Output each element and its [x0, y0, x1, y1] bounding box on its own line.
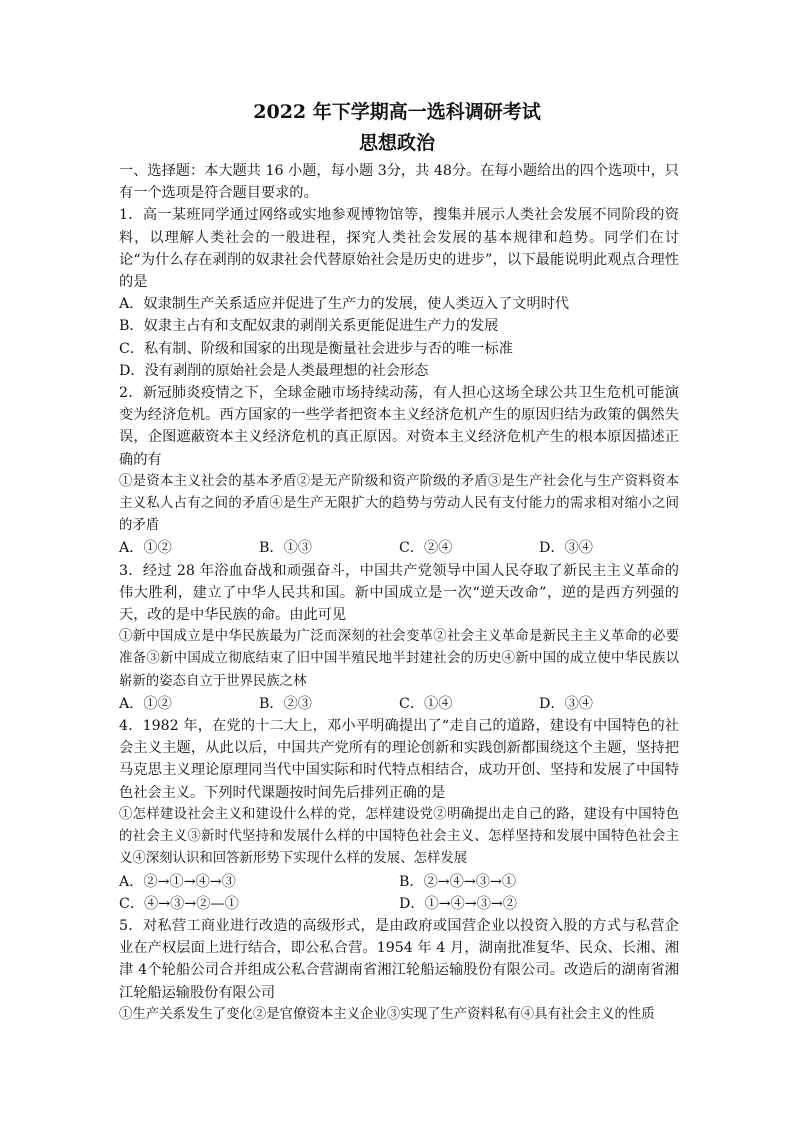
question-1-option-a: A．奴隶制生产关系适应并促进了生产力的发展，使人类迈入了文明时代: [119, 296, 570, 313]
question-2-stem: 2．新冠肺炎疫情之下，全球金融市场持续动荡，有人担心这场全球公共卫生危机可能演变为经济危机。西方国家的一些学者把资本主义经济危机产生的原因归结为政策的偶然失误，企图遮蔽资本主义经济危机的真正原因。对资本主义经济危机产生的根本原因描述正确的有: [119, 385, 679, 468]
exam-title: 2022 年下学期高一选科调研考试: [253, 101, 541, 123]
question-4-stem: 4．1982 年，在党的十二大上，邓小平明确提出了“走自己的道路，建设有中国特色的社会主义主题，从此以后，中国共产党所有的理论创新和实践创新都围绕这个主题，坚持把马克思主义理论原理同当代中国实际和时代特点相结合，成功开创、坚持和发展了中国特色社会主义。下列时代课题按时间先后排列正确的是: [119, 718, 679, 801]
question-3-stem: 3．经过 28 年浴血奋战和顽强奋斗，中国共产党领导中国人民夺取了新民主主义革命的伟大胜利，建立了中华人民共和国。新中国成立是一次“逆天改命”，逆的是西方列强的天，改的是中华民族的命。由此可见: [119, 562, 679, 624]
question-2-choice-b: B．①③: [259, 540, 312, 557]
question-2-choice-c: C．②④: [399, 540, 453, 557]
question-5-statements: ①生产关系发生了变化②是官僚资本主义企业③实现了生产资料私有④具有社会主义的性质: [119, 1006, 655, 1022]
exam-content: [119, 160, 679, 1026]
question-4-choices-row-1: [119, 871, 679, 893]
question-1-option-d: D．没有剥削的原始社会是人类最理想的社会形态: [119, 362, 429, 379]
section-instructions: 一、选择题：本大题共 16 小题，每小题 3分，共 48分。在每小题给出的四个选项中，只有一个选项是符合题目要求的。: [119, 163, 679, 202]
question-5-stem: 5．对私营工商业进行改造的高级形式，是由政府或国营企业以投资入股的方式与私营企业在产权层面上进行结合，即公私合营。1954 年 4 月，湖南批准复华、民众、长湘、湘津 4个轮船公司合并组成公私合营湖南省湘江轮船运输股份有限公司。改造后的湖南省湘江轮船运输股份有限公司: [119, 917, 679, 1001]
question-3-choices: [119, 693, 679, 715]
question-3-choice-c: C．①④: [399, 695, 453, 712]
question-2-choice-d: D．③④: [539, 540, 593, 557]
question-4-statements: ①怎样建设社会主义和建设什么样的党，怎样建设党②明确提出走自己的路，建设有中国特色的社会主义③新时代坚持和发展什么样的中国特色社会主义、怎样坚持和发展中国特色社会主义④深刻认识和回答新形势下实现什么样的发展、怎样发展: [119, 806, 679, 867]
question-3-choice-d: D．③④: [539, 695, 593, 712]
question-4-choice-a: A．②→①→④→③: [119, 873, 236, 890]
question-4-choice-d: D．①→④→③→②: [399, 895, 517, 912]
question-1-option-b: B．奴隶主占有和支配奴隶的剥削关系更能促进生产力的发展: [119, 318, 499, 335]
question-4-choice-b: B．②→④→③→①: [399, 873, 517, 890]
question-2-statements: ①是资本主义社会的基本矛盾②是无产阶级和资产阶级的矛盾③是生产社会化与生产资料资本主义私人占有之间的矛盾④是生产无限扩大的趋势与劳动人民有支付能力的需求相对缩小之间的矛盾: [119, 473, 679, 534]
question-3-choice-a: A．①②: [119, 695, 172, 712]
question-4-choices-row-2: [119, 893, 679, 915]
question-3-choice-b: B．②③: [259, 695, 312, 712]
question-4-choice-c: C．④→③→②—①: [119, 895, 239, 912]
question-3-statements: ①新中国成立是中华民族最为广泛而深刻的社会变革②社会主义革命是新民主主义革命的必要准备③新中国成立彻底结束了旧中国半殖民地半封建社会的历史④新中国的成立使中华民族以崭新的姿态自立于世界民族之林: [119, 629, 679, 689]
question-2-choices: [119, 537, 679, 559]
question-1-stem: 1．高一某班同学通过网络或实地参观博物馆等，搜集并展示人类社会发展不同阶段的资料，以理解人类社会的一般进程，探究人类社会发展的基本规律和趋势。同学们在讨论“为什么存在剥削的奴隶社会代替原始社会是历史的进步”，以下最能说明此观点合理性的是: [119, 207, 679, 291]
exam-subject: 思想政治: [358, 132, 435, 154]
question-2-choice-a: A．①②: [119, 540, 172, 557]
question-1-option-c: C．私有制、阶级和国家的出现是衡量社会进步与否的唯一标准: [119, 340, 513, 357]
